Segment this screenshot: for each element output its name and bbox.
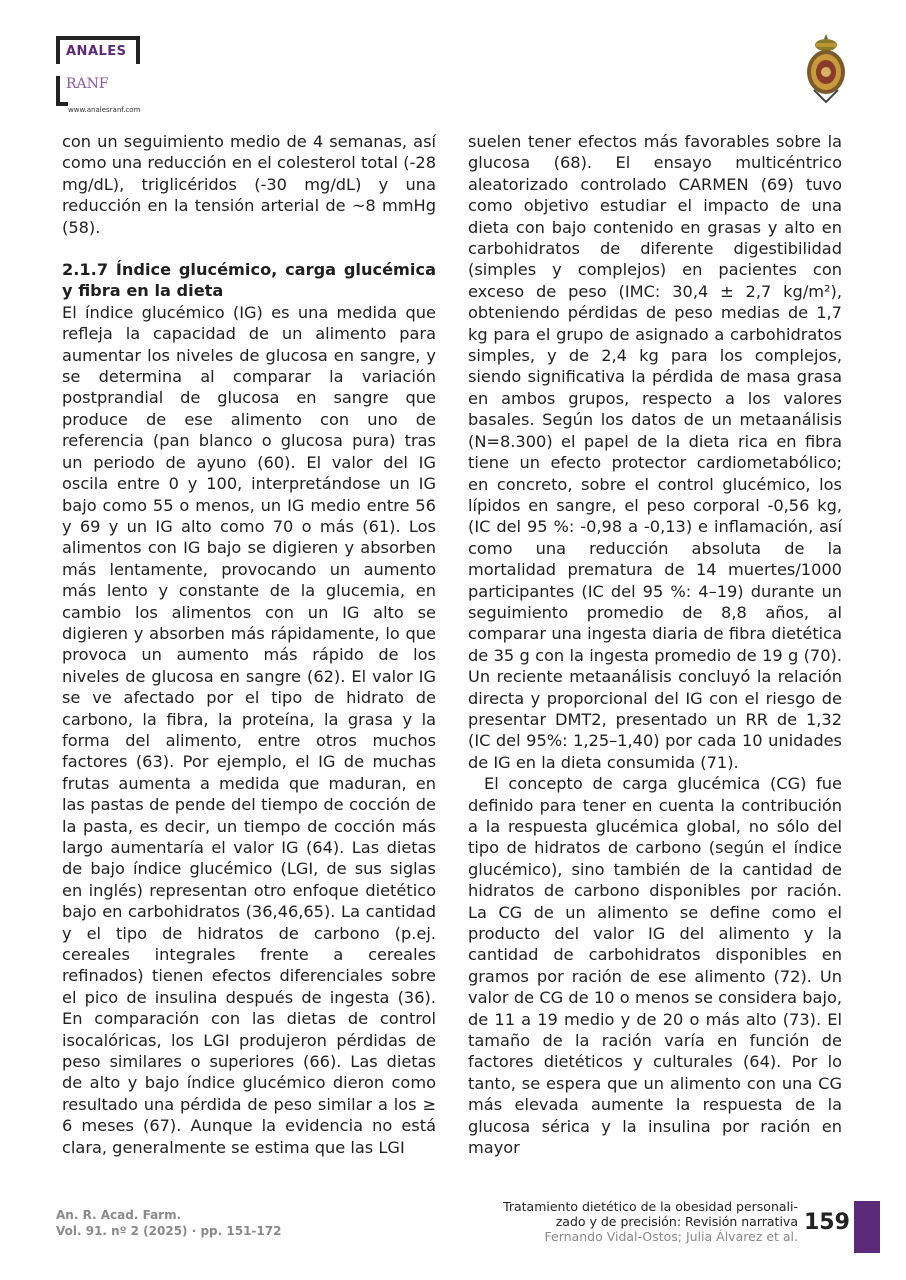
page-number: 159 bbox=[804, 1210, 850, 1235]
section-heading: 2.1.7 Índice glucémico, carga glucémica y fibra en la dieta bbox=[62, 260, 436, 301]
article-info bbox=[503, 1199, 798, 1244]
journal-citation bbox=[56, 1207, 281, 1239]
academy-crest-icon bbox=[804, 32, 848, 104]
left-column bbox=[62, 131, 436, 1158]
logo-title: ANALES bbox=[66, 44, 127, 59]
paragraph: El concepto de carga glucémica (CG) fue definido para tener en cuenta la contribución a la respuesta glucémica global, no sólo del tipo de hidratos de carbono (según el índice glucémico), sino también de la cantidad de hidratos de carbono disponibles por ración. La CG de un alimento se define como el producto del valor IG del alimento y la cantidad de carbohidratos disponibles en gramos por ración de ese alimento (72). Un valor de CG de 10 o menos se considera bajo, de 11 a 19 medio y de 20 o más alto (73). El tamaño de la ración varía en función de factores dietéticos y culturales (64). Por lo tanto, se espera que un alimento con una CG más elevada aumente la respuesta de la glucosa sérica y la insulina por ración en mayor bbox=[468, 774, 842, 1158]
page-accent-bar bbox=[854, 1201, 880, 1253]
journal-logo bbox=[56, 36, 176, 116]
journal-volume: Vol. 91. nº 2 (2025) · pp. 151-172 bbox=[56, 1224, 282, 1238]
article-title-line2: zado y de precisión: Revisión narrativa bbox=[555, 1214, 798, 1229]
logo-url: www.analesranf.com bbox=[68, 106, 141, 114]
paragraph: El índice glucémico (IG) es una medida que refleja la capacidad de un alimento para aumentar los niveles de glucosa en sangre, y se determina al comparar la variación postprandial de glucosa en sangre que produce de ese alimento con uno de referencia (pan blanco o glucosa pura) tras un periodo de ayuno (60). El valor del IG oscila entre 0 y 100, interpretándose un IG bajo como 55 o menos, un IG medio entre 56 y 69 y un IG alto como 70 o más (61). Los alimentos con IG bajo se digieren y absorben más lentamente, provocando un aumento más lento y constante de la glucemia, en cambio los alimentos con un IG alto se digieren y absorben más rápidamente, lo que provoca un aumento más rápido de los niveles de glucosa en sangre (62). El valor IG se ve afectado por el tipo de hidrato de carbono, la fibra, la proteína, la grasa y la forma del alimento, entre otros muchos factores (63). Por ejemplo, el IG de muchas frutas aumenta a medida que maduran, en las pastas de pende del tiempo de cocción de la pasta, es decir, un tiempo de cocción más largo aumentaría el valor IG (64). Las dietas de bajo índice glucémico (LGI, de sus siglas en inglés) representan otro enfoque dietético bajo en carbohidratos (36,46,65). La cantidad y el tipo de hidratos de carbono (p.ej. cereales integrales frente a cereales refinados) tienen efectos diferenciales sobre el pico de insulina después de ingesta (36). En comparación con las dietas de control isocalóricas, los LGI produjeron pérdidas de peso similares o superiores (66). Las dietas de alto y bajo índice glucémico dieron como resultado una pérdida de peso similar a los ≥ 6 meses (67). Aunque la evidencia no está clara, generalmente se estima que las LGI bbox=[62, 302, 436, 1157]
right-column bbox=[468, 131, 842, 1159]
journal-name: An. R. Acad. Farm. bbox=[56, 1208, 182, 1222]
article-authors: Fernando Vidal-Ostos; Julia Álvarez et al. bbox=[544, 1229, 798, 1244]
article-title-line1: Tratamiento dietético de la obesidad personali- bbox=[503, 1199, 798, 1214]
logo-subtitle: RANF bbox=[66, 76, 109, 92]
paragraph: con un seguimiento medio de 4 semanas, así como una reducción en el colesterol total (-28 mg/dL), triglicéridos (-30 mg/dL) y una reducción en la tensión arterial de ~8 mmHg (58). bbox=[62, 132, 436, 237]
paragraph: suelen tener efectos más favorables sobre la glucosa (68). El ensayo multicéntrico aleatorizado controlado CARMEN (69) tuvo como objetivo estudiar el impacto de una dieta con bajo contenido en grasas y alto en carbohidratos de diferente digestibilidad (simples y complejos) en pacientes con exceso de peso (IMC: 30,4 ± 2,7 kg/m²), obteniendo pérdidas de peso medias de 1,7 kg para el grupo de asignado a carbohidratos simples, y de 2,4 kg para los complejos, siendo significativa la pérdida de masa grasa en ambos grupos, respecto a los valores basales. Según los datos de un metaanálisis (N=8.300) el papel de la dieta rica en fibra tiene un efecto protector cardiometabólico; en concreto, sobre el control glucémico, los lípidos en sangre, el peso corporal -0,56 kg, (IC del 95 %: -0,98 a -0,13) e inflamación, así como una reducción absoluta de la mortalidad prematura de 14 muertes/1000 participantes (IC del 95 %: 4–19) durante un seguimiento promedio de 8,8 años, al comparar una ingesta diaria de fibra dietética de 35 g con la ingesta promedio de 19 g (70). Un reciente metaanálisis concluyó la relación directa y proporcional del IG con el riesgo de presentar DMT2, presentado un RR de 1,32 (IC del 95%: 1,25–1,40) por cada 10 unidades de IG en la dieta consumida (71). bbox=[468, 132, 842, 772]
logo-frame-bottom bbox=[56, 76, 68, 106]
